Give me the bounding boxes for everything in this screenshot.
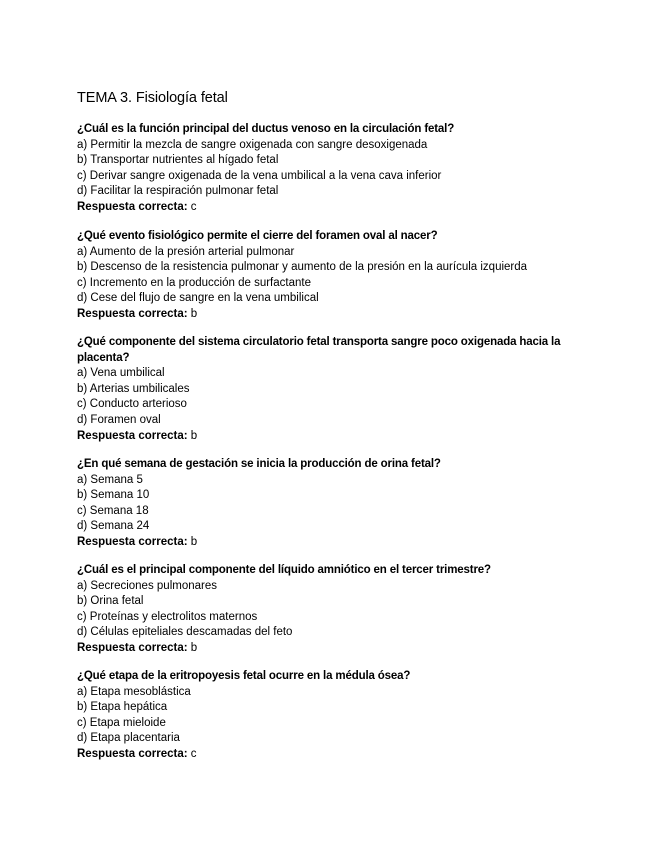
question-block [77, 335, 577, 444]
answer-option: b) Etapa hepática [77, 701, 168, 714]
question-block [77, 457, 617, 551]
correct-answer-value: b [190, 641, 198, 654]
question-text: ¿Cuál es la función principal del ductus venoso en la circulación fetal? [77, 123, 455, 135]
question-text: ¿Qué evento fisiológico permite el cierre del foramen oval al nacer? [77, 230, 438, 242]
correct-answer-value: b [190, 535, 198, 548]
answer-option: a) Aumento de la presión arterial pulmonar [77, 245, 295, 258]
question-block [77, 229, 617, 323]
answer-option: c) Conducto arterioso [77, 398, 187, 411]
correct-answer-label: Respuesta correcta: [77, 535, 188, 548]
correct-answer [77, 747, 617, 763]
correct-answer-label: Respuesta correcta: [77, 429, 188, 442]
question-block [77, 122, 617, 216]
answer-option: b) Transportar nutrientes al hígado fetal [77, 154, 279, 167]
answer-option: c) Derivar sangre oxigenada de la vena umbilical a la vena cava inferior [77, 169, 442, 182]
question-text: ¿En qué semana de gestación se inicia la producción de orina fetal? [77, 458, 441, 470]
answer-option: b) Semana 10 [77, 489, 150, 502]
correct-answer [77, 641, 617, 657]
question-text: ¿Qué componente del sistema circulatorio fetal transporta sangre poco oxigenada hacia la placenta? [77, 336, 561, 364]
answer-option: d) Semana 24 [77, 520, 150, 533]
correct-answer-value: c [190, 747, 197, 760]
correct-answer-label: Respuesta correcta: [77, 307, 188, 320]
correct-answer [77, 535, 617, 551]
correct-answer-label: Respuesta correcta: [77, 747, 188, 760]
question-block [77, 669, 617, 763]
answer-option: d) Células epiteliales descamadas del feto [77, 626, 293, 639]
correct-answer-value: c [190, 200, 197, 213]
answer-option: c) Proteínas y electrolitos maternos [77, 610, 258, 623]
answer-option: c) Semana 18 [77, 504, 149, 517]
answer-option: c) Incremento en la producción de surfactante [77, 276, 311, 289]
answer-option: a) Etapa mesoblástica [77, 685, 191, 698]
answer-option: b) Orina fetal [77, 595, 144, 608]
question-text: ¿Cuál es el principal componente del líquido amniótico en el tercer trimestre? [77, 564, 491, 576]
answer-option: a) Permitir la mezcla de sangre oxigenada con sangre desoxigenada [77, 138, 428, 151]
answer-option: d) Foramen oval [77, 413, 161, 426]
page-title: TEMA 3. Fisiología fetal [77, 90, 228, 106]
answer-option: a) Semana 5 [77, 473, 143, 486]
correct-answer-value: b [190, 429, 198, 442]
correct-answer [77, 429, 577, 445]
answer-option: a) Secreciones pulmonares [77, 579, 217, 592]
correct-answer [77, 200, 617, 216]
correct-answer-label: Respuesta correcta: [77, 200, 188, 213]
question-text: ¿Qué etapa de la eritropoyesis fetal ocurre en la médula ósea? [77, 670, 411, 682]
correct-answer-label: Respuesta correcta: [77, 641, 188, 654]
answer-option: c) Etapa mieloide [77, 716, 166, 729]
answer-option: a) Vena umbilical [77, 367, 165, 380]
question-block [77, 563, 617, 657]
answer-option: d) Facilitar la respiración pulmonar fetal [77, 185, 279, 198]
correct-answer-value: b [190, 307, 198, 320]
answer-option: d) Cese del flujo de sangre en la vena umbilical [77, 292, 319, 305]
correct-answer [77, 307, 617, 323]
answer-option: b) Arterias umbilicales [77, 382, 190, 395]
answer-option: b) Descenso de la resistencia pulmonar y aumento de la presión en la aurícula izquierda [77, 261, 528, 274]
answer-option: d) Etapa placentaria [77, 732, 180, 745]
